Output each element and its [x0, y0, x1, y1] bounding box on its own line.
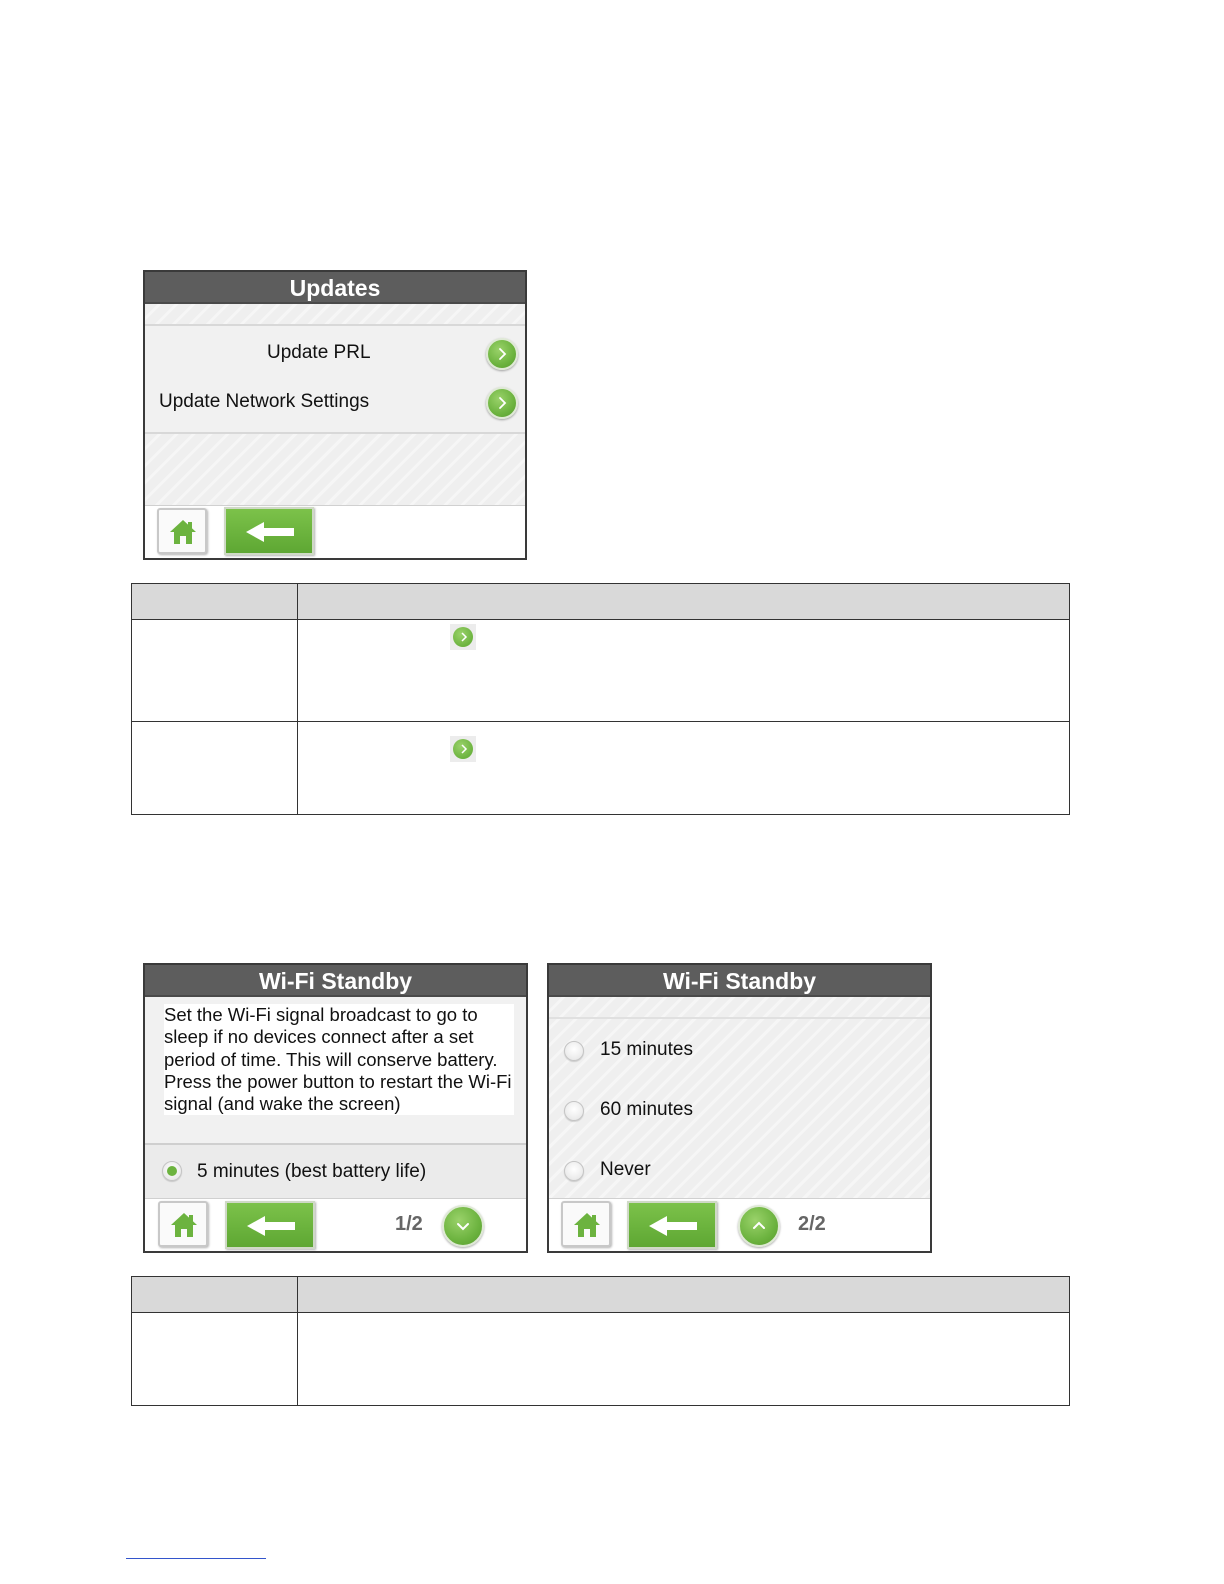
home-icon [169, 1211, 199, 1239]
table-header-cell [298, 584, 1070, 620]
menu-item-label: Update PRL [267, 342, 371, 363]
table-header-cell [132, 584, 298, 620]
footnote-link-underline[interactable] [126, 1558, 266, 1559]
table-cell [298, 1313, 1070, 1406]
table-cell [132, 620, 298, 722]
divider [145, 324, 525, 326]
menu-item-update-network-settings[interactable] [145, 378, 525, 426]
page-indicator: 1/2 [395, 1213, 423, 1235]
footer-bar [145, 1198, 526, 1251]
footer-bar [549, 1198, 930, 1251]
option-label: 15 minutes [600, 1039, 693, 1060]
back-button[interactable] [627, 1201, 717, 1249]
back-button[interactable] [224, 507, 314, 555]
radio-button[interactable] [564, 1161, 584, 1181]
footer-bar [145, 505, 525, 558]
table-cell [132, 1313, 298, 1406]
table-cell [298, 722, 1070, 815]
option-label: Never [600, 1159, 651, 1180]
menu-item-label: Update Network Settings [159, 391, 370, 412]
updates-title: Updates [145, 272, 525, 304]
hatch-strip [145, 304, 525, 326]
home-icon [168, 518, 198, 546]
back-arrow-icon [245, 1215, 297, 1237]
table-cell [298, 620, 1070, 722]
home-button[interactable] [157, 508, 207, 554]
radio-button[interactable] [564, 1041, 584, 1061]
option-15-minutes[interactable] [549, 1029, 930, 1073]
page-down-button[interactable] [442, 1205, 484, 1247]
home-button[interactable] [158, 1201, 208, 1247]
updates-screen [143, 270, 527, 560]
option-60-minutes[interactable] [549, 1089, 930, 1133]
table-header-cell [132, 1277, 298, 1313]
wifi-standby-screen-page-1 [143, 963, 528, 1253]
radio-button[interactable] [564, 1101, 584, 1121]
updates-options-table [131, 583, 1070, 815]
wifi-standby-title: Wi-Fi Standby [549, 965, 930, 997]
home-button[interactable] [561, 1201, 611, 1247]
option-label: 60 minutes [600, 1099, 693, 1120]
back-button[interactable] [225, 1201, 315, 1249]
chevron-right-icon[interactable] [486, 387, 518, 419]
divider [549, 1017, 930, 1019]
chevron-right-icon [450, 736, 476, 762]
page-up-button[interactable] [738, 1205, 780, 1247]
menu-item-update-prl[interactable] [145, 328, 525, 376]
hatch-area [145, 434, 525, 508]
chevron-up-icon [740, 1207, 778, 1245]
table-header-cell [298, 1277, 1070, 1313]
wifi-standby-options-table [131, 1276, 1070, 1406]
option-never[interactable] [549, 1149, 930, 1193]
page-indicator: 2/2 [798, 1213, 826, 1235]
wifi-standby-description: Set the Wi-Fi signal broadcast to go to sleep if no devices connect after a set period of time. This will conserve battery. Press the power button to restart the Wi-Fi signal (and wake the screen) [164, 1004, 514, 1115]
back-arrow-icon [647, 1215, 699, 1237]
home-icon [572, 1211, 602, 1239]
chevron-right-icon[interactable] [486, 338, 518, 370]
chevron-right-icon [450, 624, 476, 650]
chevron-down-icon [444, 1207, 482, 1245]
option-label: 5 minutes (best battery life) [197, 1161, 427, 1182]
back-arrow-icon [244, 521, 296, 543]
wifi-standby-title: Wi-Fi Standby [145, 965, 526, 997]
option-5-minutes[interactable] [145, 1145, 526, 1199]
wifi-standby-screen-page-2 [547, 963, 932, 1253]
radio-button-selected[interactable] [162, 1161, 182, 1181]
table-cell [132, 722, 298, 815]
